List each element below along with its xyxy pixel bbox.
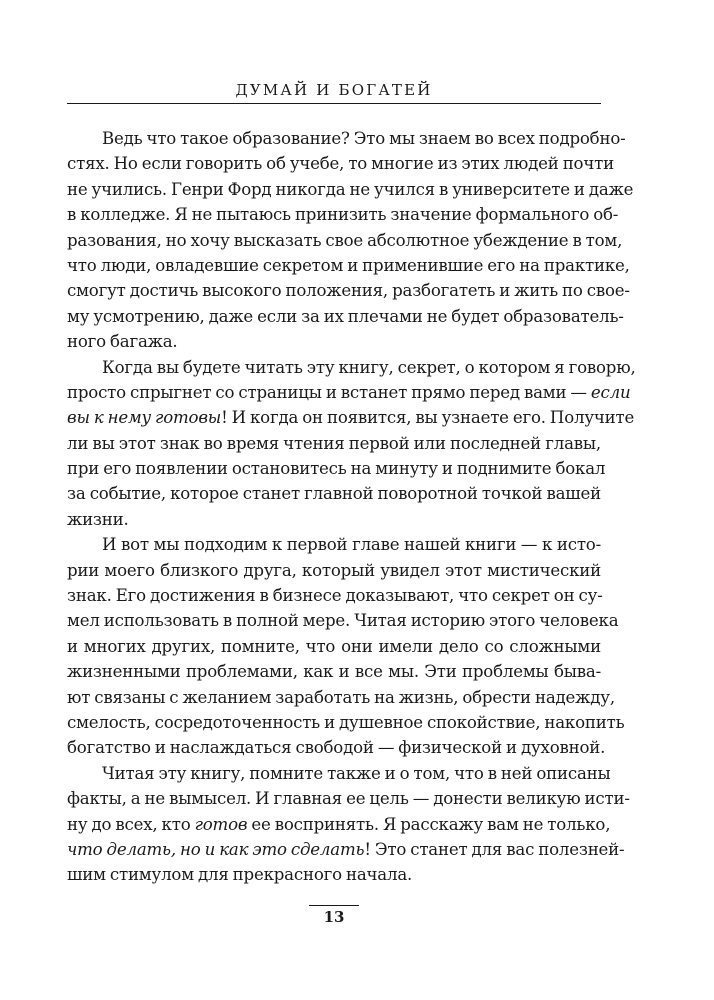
italic-segment: если (590, 382, 631, 402)
text-segment: Читая эту книгу, помните также и о том, что в ней описаны (102, 763, 611, 783)
text-line (67, 532, 601, 557)
text-segment: ! Это станет для вас полезней- (364, 839, 625, 859)
text-segment: ! И когда он появится, вы узнаете его. Получите (221, 408, 635, 428)
text-segment: И вот мы подходим к первой главе нашей книги — к исто- (102, 535, 601, 555)
text-line (67, 481, 601, 506)
text-segment: рии моего близкого друга, который увидел этот мистический (67, 560, 601, 580)
text-segment: богатство и наслаждаться свободой — физической и духовной. (67, 738, 606, 758)
text-segment: ну до всех, кто (67, 814, 195, 834)
text-line (67, 659, 601, 684)
text-line (67, 507, 601, 532)
text-segment: и многих других, помните, что они имели дело со сложными (67, 636, 601, 656)
text-segment: факты, а не вымысел. И главная ее цель — донести великую исти- (67, 789, 630, 809)
body-text (67, 126, 636, 888)
text-line (67, 735, 606, 760)
text-line (67, 837, 625, 862)
text-line (67, 278, 630, 303)
text-line (67, 304, 624, 329)
text-line (67, 456, 606, 481)
text-segment: просто спрыгнет со страницы и встанет прямо перед вами — (67, 382, 591, 402)
text-line (67, 812, 611, 837)
paragraph (67, 355, 636, 533)
text-segment: ного багажа. (67, 332, 178, 352)
italic-segment: вы к нему готовы (67, 408, 222, 428)
paragraph (67, 126, 634, 355)
text-segment: ее воспринять. Я расскажу вам не только, (247, 814, 611, 834)
text-line (67, 710, 625, 735)
text-line (67, 202, 619, 227)
text-segment: Когда вы будете читать эту книгу, секрет, о котором я говорю, (102, 357, 636, 377)
text-line (67, 583, 601, 608)
text-segment: за событие, которое станет главной поворотной точкой вашей (67, 484, 601, 504)
page-number: 13 (323, 908, 345, 926)
text-segment: ли вы этот знак во время чтения первой или последней главы, (67, 433, 601, 453)
paragraph (67, 532, 625, 761)
text-segment: не учились. Генри Форд никогда не учился в университете и даже (67, 179, 634, 199)
text-line (67, 228, 623, 253)
text-line (67, 685, 615, 710)
text-segment: шим стимулом для прекрасного начала. (67, 865, 413, 885)
text-line (67, 786, 630, 811)
text-segment: при его появлении остановитесь на минуту и поднимите бокал (67, 459, 606, 479)
text-line (67, 761, 611, 786)
text-line (67, 431, 601, 456)
folio-rule (309, 905, 359, 906)
text-segment: ют связаны с желанием заработать на жизнь, обрести надежду, (67, 687, 615, 707)
text-segment: разования, но хочу высказать свое абсолютное убеждение в том, (67, 230, 623, 250)
text-segment: мел использовать в полной мере. Читая историю этого человека (67, 611, 619, 631)
text-line (67, 329, 601, 354)
italic-segment: что делать, но и как это сделать (67, 839, 365, 859)
running-head: ДУМАЙ И БОГАТЕЙ (235, 81, 433, 99)
text-line (67, 126, 626, 151)
text-line (67, 253, 630, 278)
text-line (67, 380, 631, 405)
text-segment: му усмотрению, даже если за их плечами не будет образователь- (67, 306, 624, 326)
text-line (67, 405, 635, 430)
text-segment: стях. Но если говорить об учебе, то многие из этих людей почти (67, 154, 614, 174)
text-segment: смогут достичь высокого положения, разбогатеть и жить по свое- (67, 281, 630, 301)
header-rule (67, 103, 601, 104)
text-line (67, 634, 601, 659)
text-segment: знак. Его достижения в бизнесе доказывают, что секрет он су- (67, 586, 603, 606)
text-line (67, 558, 601, 583)
text-line (67, 177, 634, 202)
text-segment: жизни. (67, 509, 129, 529)
text-segment: Ведь что такое образование? Это мы знаем во всех подробно- (102, 129, 626, 148)
text-segment: жизненными проблемами, как и все мы. Эти проблемы быва- (67, 662, 601, 682)
text-segment: в колледже. Я не пытаюсь принизить значение формального об- (67, 205, 619, 225)
text-line (67, 862, 601, 887)
paragraph (67, 761, 630, 888)
italic-segment: готов (194, 814, 248, 834)
text-segment: что люди, овладевшие секретом и применившие его на практике, (67, 255, 630, 275)
text-line (67, 355, 636, 380)
text-line (67, 151, 614, 176)
text-segment: смелость, сосредоточенность и душевное спокойствие, накопить (67, 712, 625, 732)
text-line (67, 608, 619, 633)
